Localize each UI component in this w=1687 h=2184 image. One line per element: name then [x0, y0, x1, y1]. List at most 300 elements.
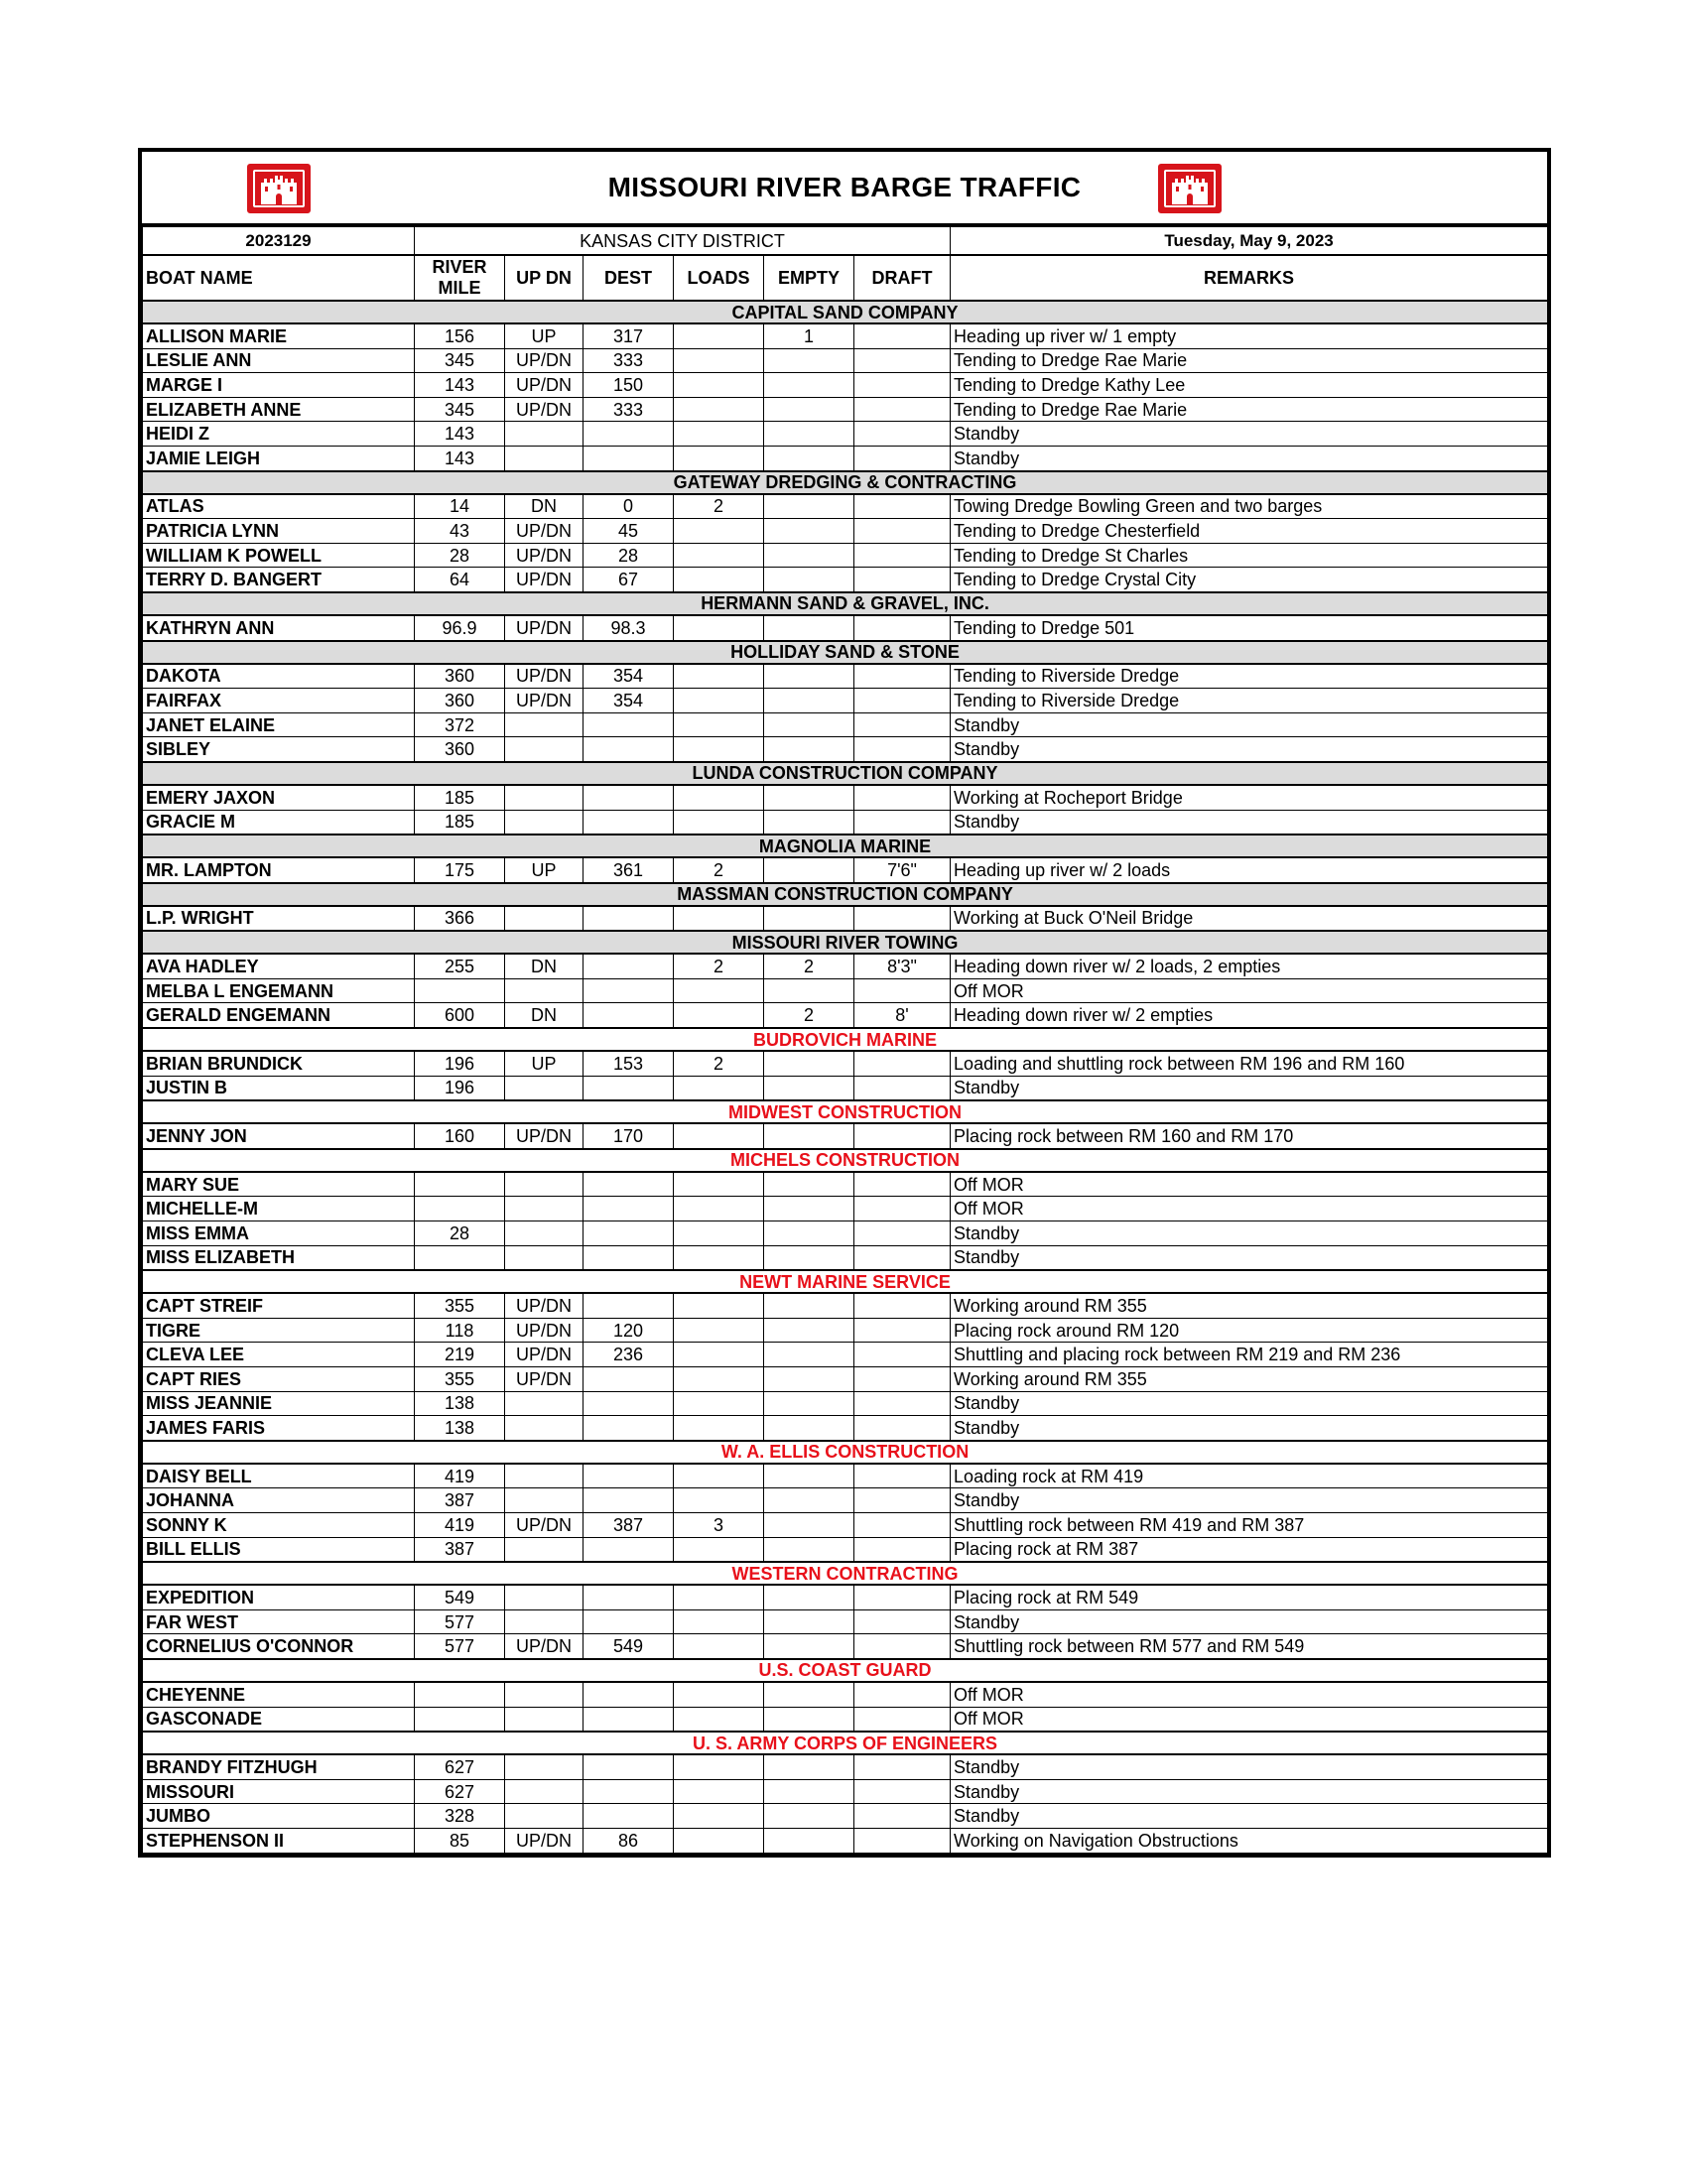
cell-empty: [764, 1779, 854, 1804]
cell-up-dn: UP: [505, 857, 584, 883]
cell-empty: [764, 1828, 854, 1853]
cell-remarks: Tending to Dredge Rae Marie: [951, 397, 1548, 422]
cell-loads: [674, 1682, 764, 1707]
table-row: [143, 1076, 1548, 1100]
cell-river-mile: 419: [415, 1464, 505, 1488]
cell-remarks: Tending to Dredge St Charles: [951, 543, 1548, 568]
table-row: [143, 1537, 1548, 1562]
cell-draft: [854, 1343, 951, 1367]
cell-empty: [764, 1367, 854, 1392]
cell-remarks: Off MOR: [951, 1707, 1548, 1732]
cell-empty: [764, 810, 854, 835]
cell-up-dn: [505, 1172, 584, 1197]
cell-up-dn: UP/DN: [505, 568, 584, 592]
company-name: U.S. COAST GUARD: [143, 1659, 1548, 1682]
cell-boat-name: HEIDI Z: [143, 422, 415, 447]
cell-dest: [584, 1076, 674, 1100]
table-row: [143, 494, 1548, 519]
cell-up-dn: [505, 978, 584, 1003]
company-name: U. S. ARMY CORPS OF ENGINEERS: [143, 1732, 1548, 1754]
section-header-row: [143, 883, 1548, 906]
cell-empty: [764, 1464, 854, 1488]
cell-empty: [764, 737, 854, 762]
cell-empty: 1: [764, 323, 854, 348]
cell-river-mile: 96.9: [415, 615, 505, 641]
cell-boat-name: AVA HADLEY: [143, 954, 415, 978]
cell-loads: [674, 373, 764, 398]
cell-dest: [584, 712, 674, 737]
cell-draft: [854, 1682, 951, 1707]
cell-dest: [584, 906, 674, 932]
cell-draft: [854, 1537, 951, 1562]
cell-dest: [584, 1754, 674, 1779]
table-row: [143, 1828, 1548, 1853]
cell-river-mile: [415, 1197, 505, 1221]
section-header-row: [143, 1149, 1548, 1172]
cell-river-mile: 43: [415, 519, 505, 544]
cell-boat-name: MICHELLE-M: [143, 1197, 415, 1221]
cell-river-mile: 28: [415, 543, 505, 568]
cell-loads: 2: [674, 1051, 764, 1076]
info-row: [143, 227, 1548, 256]
cell-river-mile: 143: [415, 422, 505, 447]
cell-empty: [764, 397, 854, 422]
cell-river-mile: 345: [415, 348, 505, 373]
cell-loads: 3: [674, 1512, 764, 1537]
cell-up-dn: UP/DN: [505, 664, 584, 689]
cell-river-mile: 196: [415, 1076, 505, 1100]
cell-draft: [854, 1585, 951, 1609]
cell-dest: [584, 446, 674, 470]
cell-boat-name: CORNELIUS O'CONNOR: [143, 1634, 415, 1659]
cell-draft: [854, 664, 951, 689]
cell-empty: [764, 1634, 854, 1659]
cell-draft: [854, 1172, 951, 1197]
cell-boat-name: L.P. WRIGHT: [143, 906, 415, 932]
cell-boat-name: FAIRFAX: [143, 689, 415, 713]
col-empty: EMPTY: [764, 255, 854, 301]
cell-up-dn: [505, 1804, 584, 1829]
cell-river-mile: 185: [415, 810, 505, 835]
cell-draft: [854, 1076, 951, 1100]
cell-river-mile: 143: [415, 373, 505, 398]
cell-up-dn: UP/DN: [505, 1123, 584, 1149]
cell-remarks: Tending to Dredge Kathy Lee: [951, 373, 1548, 398]
cell-loads: [674, 664, 764, 689]
cell-draft: [854, 1367, 951, 1392]
cell-dest: [584, 1488, 674, 1513]
cell-remarks: Standby: [951, 737, 1548, 762]
cell-up-dn: [505, 1245, 584, 1270]
table-row: [143, 1779, 1548, 1804]
cell-loads: [674, 446, 764, 470]
cell-up-dn: UP/DN: [505, 348, 584, 373]
table-row: [143, 1634, 1548, 1659]
company-name: LUNDA CONSTRUCTION COMPANY: [143, 762, 1548, 785]
cell-loads: [674, 1367, 764, 1392]
table-row: [143, 1245, 1548, 1270]
cell-empty: [764, 1754, 854, 1779]
cell-river-mile: [415, 1172, 505, 1197]
table-row: [143, 1172, 1548, 1197]
cell-river-mile: 627: [415, 1754, 505, 1779]
cell-empty: [764, 1197, 854, 1221]
table-row: [143, 1464, 1548, 1488]
cell-draft: [854, 737, 951, 762]
company-name: W. A. ELLIS CONSTRUCTION: [143, 1441, 1548, 1464]
cell-empty: [764, 1682, 854, 1707]
table-row: [143, 1804, 1548, 1829]
section-header-row: [143, 471, 1548, 494]
cell-dest: 120: [584, 1318, 674, 1343]
table-row: [143, 857, 1548, 883]
cell-up-dn: [505, 785, 584, 810]
cell-boat-name: JANET ELAINE: [143, 712, 415, 737]
cell-river-mile: 143: [415, 446, 505, 470]
cell-river-mile: 549: [415, 1585, 505, 1609]
cell-river-mile: 577: [415, 1609, 505, 1634]
cell-up-dn: [505, 446, 584, 470]
cell-draft: [854, 1197, 951, 1221]
cell-river-mile: 255: [415, 954, 505, 978]
cell-empty: [764, 1537, 854, 1562]
cell-draft: [854, 519, 951, 544]
cell-draft: [854, 1512, 951, 1537]
table-row: [143, 978, 1548, 1003]
cell-dest: 28: [584, 543, 674, 568]
cell-up-dn: [505, 1076, 584, 1100]
cell-dest: [584, 1245, 674, 1270]
cell-river-mile: 366: [415, 906, 505, 932]
cell-empty: [764, 1804, 854, 1829]
cell-dest: 0: [584, 494, 674, 519]
cell-river-mile: 138: [415, 1391, 505, 1416]
cell-remarks: Shuttling rock between RM 419 and RM 387: [951, 1512, 1548, 1537]
cell-up-dn: [505, 810, 584, 835]
cell-draft: [854, 323, 951, 348]
cell-remarks: Standby: [951, 1391, 1548, 1416]
cell-empty: [764, 446, 854, 470]
section-header-row: [143, 1659, 1548, 1682]
cell-river-mile: 355: [415, 1293, 505, 1318]
cell-dest: [584, 1172, 674, 1197]
cell-dest: [584, 1416, 674, 1441]
cell-remarks: Standby: [951, 422, 1548, 447]
cell-up-dn: UP/DN: [505, 543, 584, 568]
cell-draft: [854, 568, 951, 592]
cell-boat-name: JOHANNA: [143, 1488, 415, 1513]
cell-loads: [674, 689, 764, 713]
company-name: HERMANN SAND & GRAVEL, INC.: [143, 592, 1548, 615]
cell-loads: [674, 1293, 764, 1318]
cell-loads: [674, 1416, 764, 1441]
cell-boat-name: EMERY JAXON: [143, 785, 415, 810]
cell-boat-name: BILL ELLIS: [143, 1537, 415, 1562]
cell-loads: 2: [674, 494, 764, 519]
cell-boat-name: DAISY BELL: [143, 1464, 415, 1488]
cell-up-dn: [505, 1391, 584, 1416]
company-name: MICHELS CONSTRUCTION: [143, 1149, 1548, 1172]
cell-draft: [854, 373, 951, 398]
cell-boat-name: MELBA L ENGEMANN: [143, 978, 415, 1003]
section-header-row: [143, 1100, 1548, 1123]
table-row: [143, 1585, 1548, 1609]
cell-river-mile: 419: [415, 1512, 505, 1537]
section-header-row: [143, 641, 1548, 664]
cell-boat-name: TIGRE: [143, 1318, 415, 1343]
cell-dest: 333: [584, 397, 674, 422]
section-header-row: [143, 931, 1548, 954]
cell-empty: [764, 615, 854, 641]
cell-draft: 8'3": [854, 954, 951, 978]
cell-draft: [854, 1609, 951, 1634]
cell-remarks: Tending to Dredge Rae Marie: [951, 348, 1548, 373]
table-row: [143, 1318, 1548, 1343]
cell-remarks: Loading rock at RM 419: [951, 1464, 1548, 1488]
cell-dest: [584, 737, 674, 762]
cell-boat-name: GASCONADE: [143, 1707, 415, 1732]
cell-boat-name: MR. LAMPTON: [143, 857, 415, 883]
cell-remarks: Off MOR: [951, 1682, 1548, 1707]
cell-empty: [764, 1076, 854, 1100]
report-date: Tuesday, May 9, 2023: [951, 227, 1548, 256]
table-row: [143, 906, 1548, 932]
cell-remarks: Standby: [951, 1488, 1548, 1513]
cell-loads: [674, 615, 764, 641]
cell-remarks: Shuttling rock between RM 577 and RM 549: [951, 1634, 1548, 1659]
cell-up-dn: [505, 422, 584, 447]
cell-remarks: Heading down river w/ 2 empties: [951, 1003, 1548, 1028]
cell-up-dn: [505, 1609, 584, 1634]
cell-draft: [854, 1318, 951, 1343]
cell-up-dn: [505, 1682, 584, 1707]
cell-dest: [584, 810, 674, 835]
cell-up-dn: [505, 1221, 584, 1246]
cell-remarks: Standby: [951, 1416, 1548, 1441]
company-name: GATEWAY DREDGING & CONTRACTING: [143, 471, 1548, 494]
column-header-row: [143, 255, 1548, 301]
cell-up-dn: [505, 1537, 584, 1562]
cell-loads: [674, 422, 764, 447]
cell-draft: [854, 1804, 951, 1829]
barge-traffic-report: [138, 148, 1551, 1858]
cell-empty: [764, 519, 854, 544]
cell-boat-name: MARGE I: [143, 373, 415, 398]
table-row: [143, 1416, 1548, 1441]
cell-boat-name: CLEVA LEE: [143, 1343, 415, 1367]
district-name: KANSAS CITY DISTRICT: [415, 227, 951, 256]
table-row: [143, 1343, 1548, 1367]
cell-loads: [674, 1318, 764, 1343]
cell-dest: [584, 1221, 674, 1246]
cell-empty: [764, 1343, 854, 1367]
cell-remarks: Heading up river w/ 2 loads: [951, 857, 1548, 883]
cell-draft: 7'6": [854, 857, 951, 883]
cell-loads: [674, 568, 764, 592]
cell-loads: [674, 1488, 764, 1513]
cell-draft: [854, 1293, 951, 1318]
col-up-dn: UP DN: [505, 255, 584, 301]
cell-loads: [674, 1003, 764, 1028]
cell-remarks: Standby: [951, 1245, 1548, 1270]
cell-up-dn: [505, 1488, 584, 1513]
table-row: [143, 785, 1548, 810]
cell-empty: [764, 1488, 854, 1513]
cell-dest: [584, 1779, 674, 1804]
cell-empty: [764, 348, 854, 373]
cell-loads: [674, 978, 764, 1003]
cell-remarks: Off MOR: [951, 978, 1548, 1003]
cell-up-dn: [505, 1416, 584, 1441]
cell-loads: [674, 785, 764, 810]
col-river-mile: RIVER MILE: [415, 255, 505, 301]
table-row: [143, 810, 1548, 835]
cell-remarks: Standby: [951, 1221, 1548, 1246]
cell-dest: [584, 1585, 674, 1609]
cell-draft: [854, 543, 951, 568]
col-draft: DRAFT: [854, 255, 951, 301]
cell-remarks: Placing rock around RM 120: [951, 1318, 1548, 1343]
cell-empty: [764, 568, 854, 592]
cell-loads: [674, 1779, 764, 1804]
cell-empty: 2: [764, 954, 854, 978]
cell-draft: [854, 785, 951, 810]
cell-up-dn: [505, 1707, 584, 1732]
cell-dest: 45: [584, 519, 674, 544]
cell-up-dn: [505, 906, 584, 932]
cell-boat-name: PATRICIA LYNN: [143, 519, 415, 544]
cell-loads: [674, 810, 764, 835]
table-row: [143, 1197, 1548, 1221]
table-row: [143, 1512, 1548, 1537]
cell-empty: [764, 1123, 854, 1149]
cell-empty: [764, 1293, 854, 1318]
company-name: MASSMAN CONSTRUCTION COMPANY: [143, 883, 1548, 906]
cell-dest: 170: [584, 1123, 674, 1149]
cell-river-mile: 600: [415, 1003, 505, 1028]
cell-river-mile: 118: [415, 1318, 505, 1343]
cell-remarks: Tending to Riverside Dredge: [951, 689, 1548, 713]
table-row: [143, 1051, 1548, 1076]
cell-river-mile: 360: [415, 689, 505, 713]
cell-up-dn: UP/DN: [505, 519, 584, 544]
cell-dest: 361: [584, 857, 674, 883]
cell-river-mile: 577: [415, 1634, 505, 1659]
cell-river-mile: 219: [415, 1343, 505, 1367]
cell-dest: 153: [584, 1051, 674, 1076]
cell-dest: [584, 785, 674, 810]
cell-dest: 549: [584, 1634, 674, 1659]
cell-empty: [764, 1172, 854, 1197]
cell-boat-name: WILLIAM K POWELL: [143, 543, 415, 568]
cell-draft: [854, 1707, 951, 1732]
cell-dest: [584, 422, 674, 447]
cell-empty: [764, 1245, 854, 1270]
cell-remarks: Tending to Dredge 501: [951, 615, 1548, 641]
company-name: MAGNOLIA MARINE: [143, 835, 1548, 857]
cell-up-dn: UP/DN: [505, 373, 584, 398]
cell-loads: [674, 1585, 764, 1609]
table-row: [143, 1707, 1548, 1732]
cell-loads: [674, 1221, 764, 1246]
cell-dest: [584, 1293, 674, 1318]
cell-river-mile: 175: [415, 857, 505, 883]
cell-draft: [854, 1464, 951, 1488]
cell-empty: [764, 494, 854, 519]
company-name: CAPITAL SAND COMPANY: [143, 301, 1548, 323]
cell-dest: [584, 1609, 674, 1634]
cell-river-mile: 387: [415, 1488, 505, 1513]
cell-remarks: Placing rock between RM 160 and RM 170: [951, 1123, 1548, 1149]
cell-draft: [854, 1779, 951, 1804]
cell-river-mile: 328: [415, 1804, 505, 1829]
cell-remarks: Working around RM 355: [951, 1367, 1548, 1392]
cell-boat-name: MISS EMMA: [143, 1221, 415, 1246]
cell-boat-name: SIBLEY: [143, 737, 415, 762]
cell-draft: [854, 1634, 951, 1659]
cell-dest: [584, 1464, 674, 1488]
table-row: [143, 1003, 1548, 1028]
cell-boat-name: MARY SUE: [143, 1172, 415, 1197]
cell-boat-name: CAPT STREIF: [143, 1293, 415, 1318]
cell-boat-name: ATLAS: [143, 494, 415, 519]
section-header-row: [143, 592, 1548, 615]
cell-loads: [674, 737, 764, 762]
cell-boat-name: EXPEDITION: [143, 1585, 415, 1609]
cell-empty: [764, 1609, 854, 1634]
cell-river-mile: 14: [415, 494, 505, 519]
cell-dest: [584, 1367, 674, 1392]
cell-loads: [674, 1754, 764, 1779]
cell-empty: [764, 689, 854, 713]
cell-loads: 2: [674, 857, 764, 883]
cell-up-dn: UP/DN: [505, 397, 584, 422]
cell-remarks: Standby: [951, 446, 1548, 470]
cell-draft: [854, 906, 951, 932]
cell-dest: 150: [584, 373, 674, 398]
table-row: [143, 446, 1548, 470]
cell-remarks: Tending to Dredge Crystal City: [951, 568, 1548, 592]
cell-river-mile: 345: [415, 397, 505, 422]
table-row: [143, 1367, 1548, 1392]
cell-dest: [584, 954, 674, 978]
section-header-row: [143, 1562, 1548, 1585]
cell-empty: [764, 1585, 854, 1609]
table-row: [143, 373, 1548, 398]
cell-river-mile: 360: [415, 664, 505, 689]
cell-river-mile: 627: [415, 1779, 505, 1804]
cell-empty: [764, 1221, 854, 1246]
barge-traffic-table: [142, 226, 1548, 1854]
cell-up-dn: UP/DN: [505, 1828, 584, 1853]
cell-empty: [764, 906, 854, 932]
company-name: HOLLIDAY SAND & STONE: [143, 641, 1548, 664]
cell-remarks: Working at Buck O'Neil Bridge: [951, 906, 1548, 932]
castle-icon: [1170, 173, 1210, 206]
cell-loads: [674, 543, 764, 568]
cell-up-dn: [505, 1197, 584, 1221]
cell-draft: [854, 446, 951, 470]
cell-remarks: Standby: [951, 1804, 1548, 1829]
cell-dest: [584, 1537, 674, 1562]
cell-loads: [674, 323, 764, 348]
cell-loads: [674, 906, 764, 932]
cell-draft: [854, 1221, 951, 1246]
cell-loads: [674, 712, 764, 737]
cell-up-dn: UP/DN: [505, 1367, 584, 1392]
cell-draft: 8': [854, 1003, 951, 1028]
cell-up-dn: DN: [505, 1003, 584, 1028]
